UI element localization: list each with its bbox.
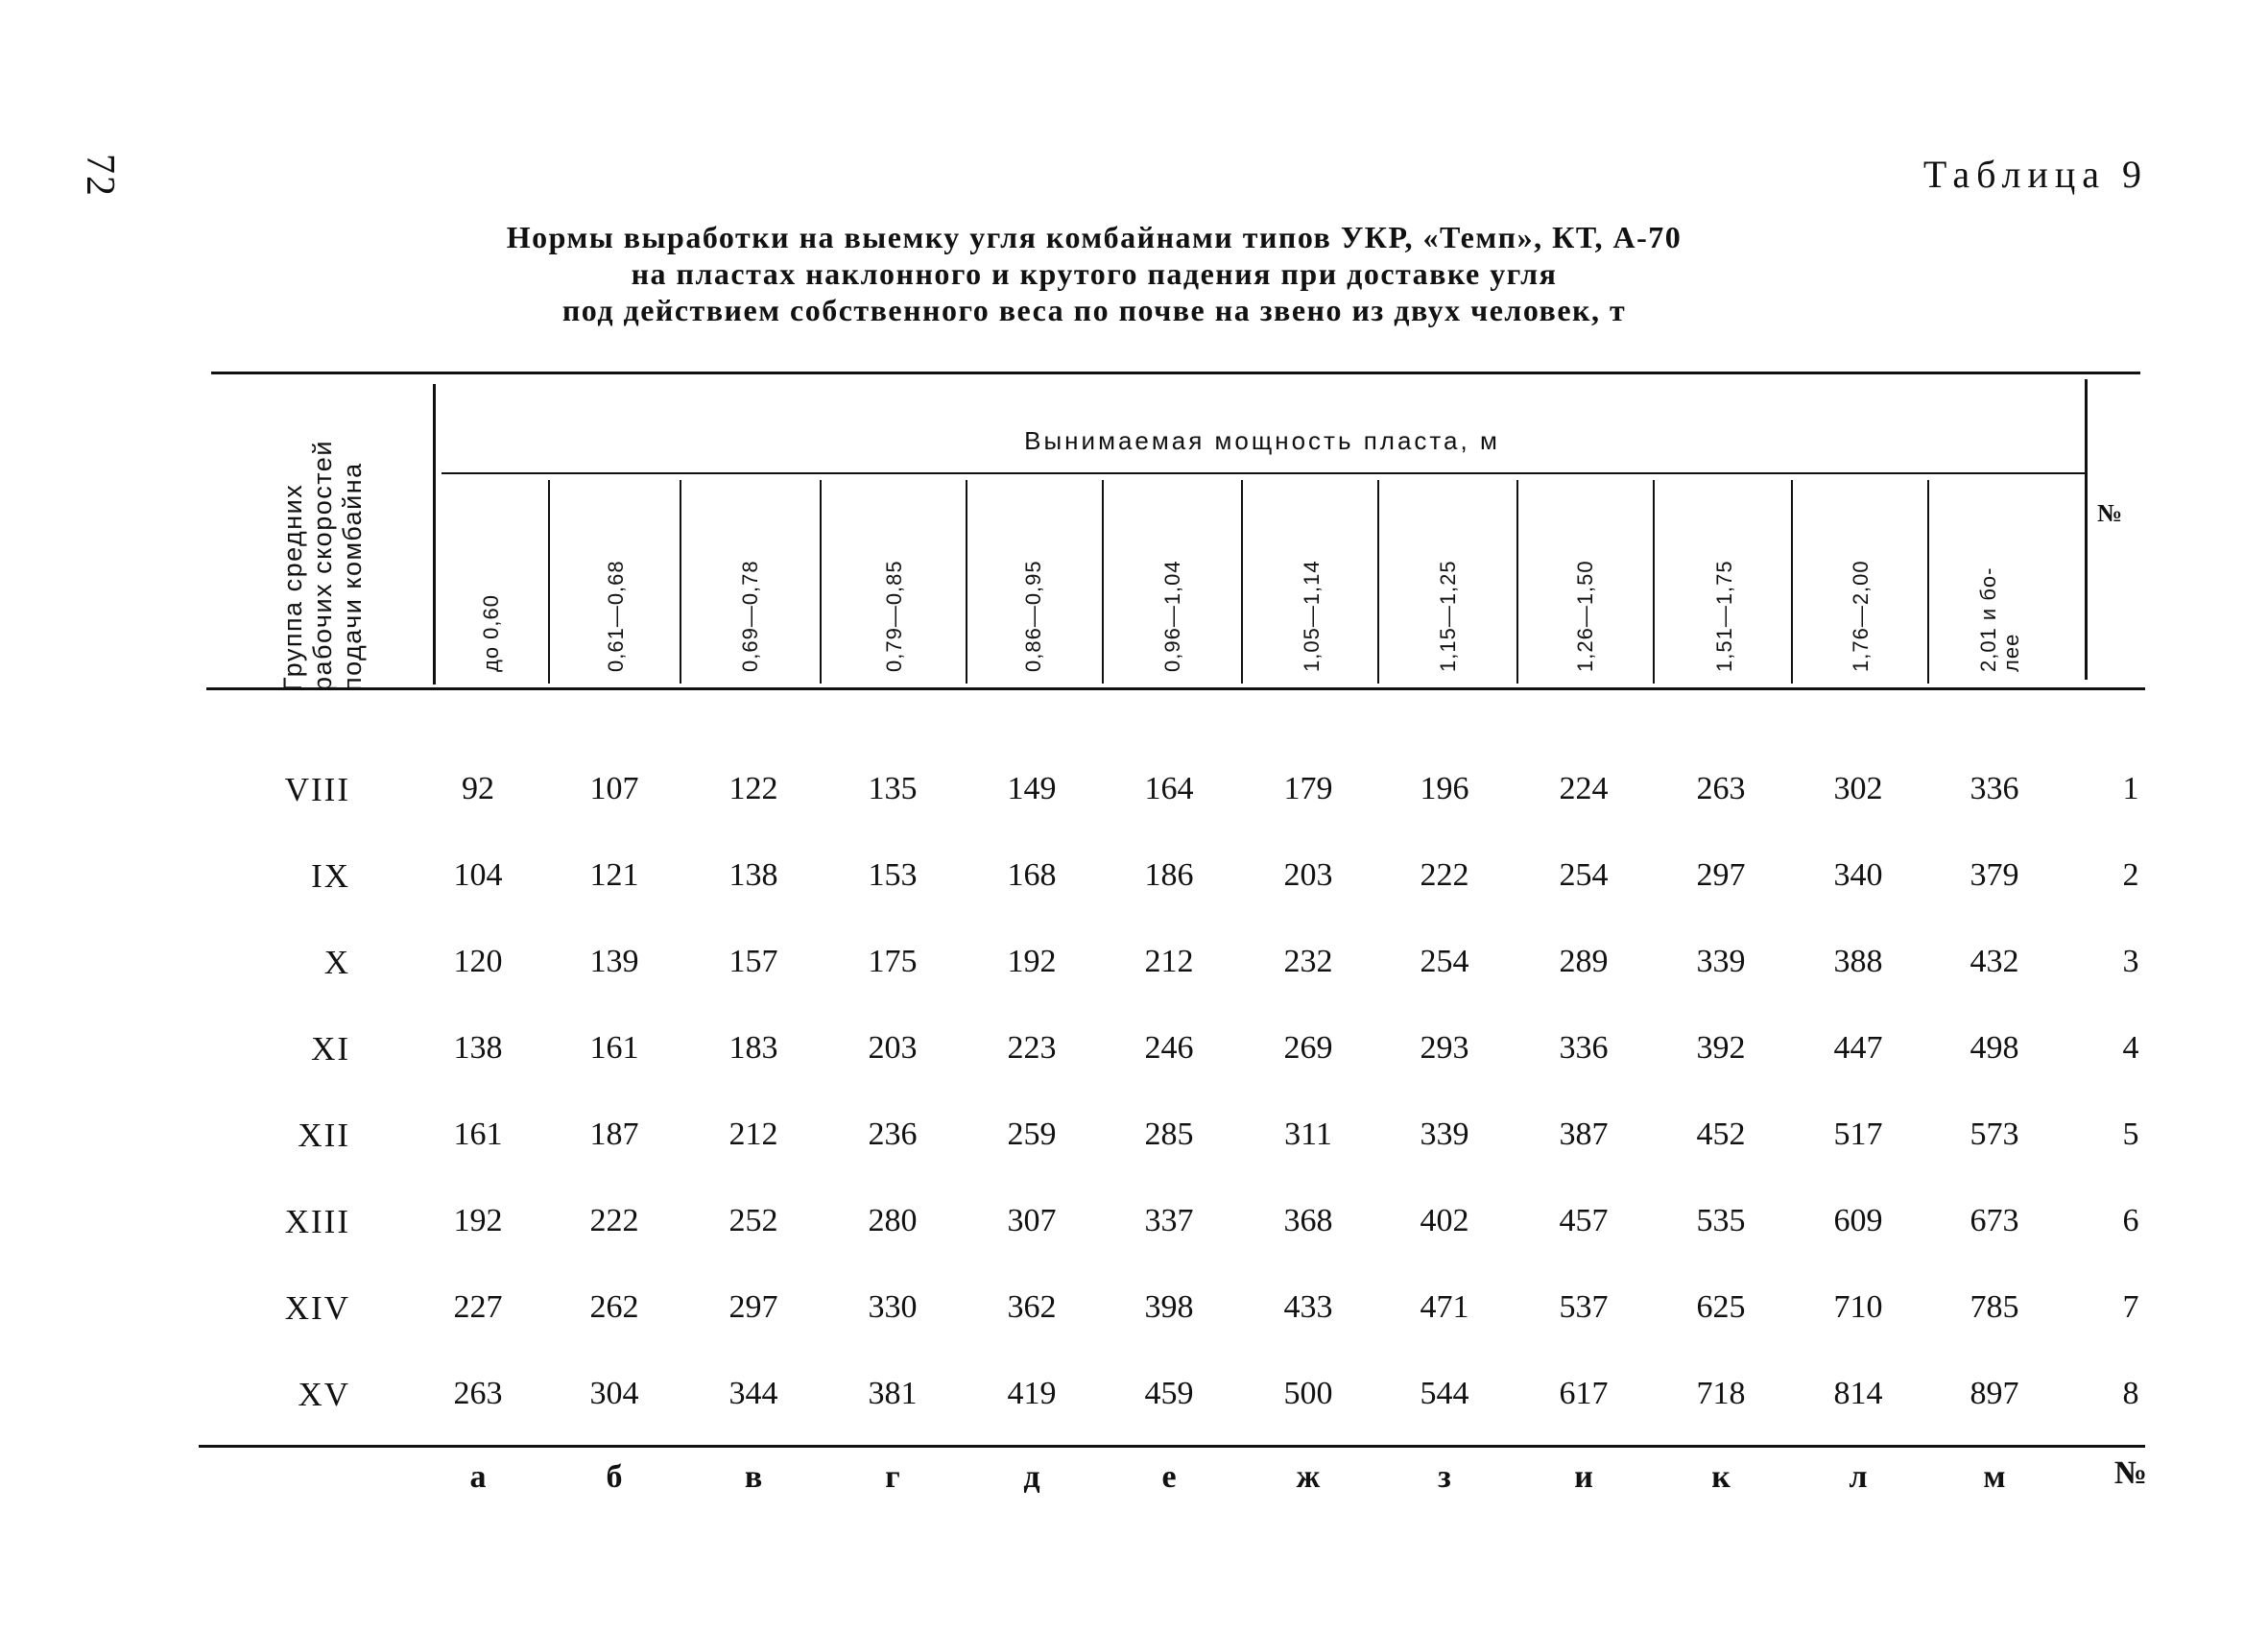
column-letter: д: [1023, 1459, 1040, 1495]
header-vline: [433, 384, 436, 684]
table-cell: 192: [1007, 944, 1057, 979]
header-vline: [2085, 379, 2088, 680]
table-cell: 297: [728, 1289, 778, 1325]
table-cell: 387: [1559, 1117, 1609, 1152]
table-cell: 388: [1833, 944, 1883, 979]
table-cell: 573: [1970, 1117, 2019, 1152]
row-number: 7: [2122, 1289, 2139, 1325]
table-cell: 254: [1420, 944, 1469, 979]
table-cell: 344: [728, 1376, 778, 1411]
table-cell: 186: [1144, 857, 1194, 893]
table-cell: 192: [453, 1203, 503, 1238]
footer-number-label: №: [2113, 1455, 2148, 1491]
row-number: 5: [2122, 1117, 2139, 1152]
thickness-col-header: 0,96—1,04: [1160, 560, 1184, 672]
table-cell: 252: [728, 1203, 778, 1238]
last-col-header-line-1: 2,01 и бо-: [1976, 566, 2000, 672]
thickness-col-header: 0,61—0,68: [604, 560, 628, 672]
table-cell: 368: [1283, 1203, 1333, 1238]
row-number: 3: [2122, 944, 2139, 979]
table-cell: 259: [1007, 1117, 1057, 1152]
table-cell: 289: [1559, 944, 1609, 979]
table-cell: 447: [1833, 1030, 1883, 1066]
table-cell: 135: [868, 771, 918, 806]
thickness-col-header: 1,15—1,25: [1436, 560, 1460, 672]
thickness-col-header: 1,05—1,14: [1300, 560, 1324, 672]
table-cell: 164: [1144, 771, 1194, 806]
table-title: [346, 219, 1843, 328]
table-top-rule: [211, 372, 2140, 374]
header-bottom-rule: [206, 687, 2145, 690]
table-cell: 897: [1970, 1376, 2019, 1411]
column-letter: в: [744, 1459, 763, 1495]
table-cell: 535: [1696, 1203, 1746, 1238]
table-cell: 718: [1696, 1376, 1746, 1411]
group-header-line-2: рабочих скоростей: [308, 440, 337, 691]
row-group-label: XII: [298, 1117, 350, 1154]
table-cell: 339: [1420, 1117, 1469, 1152]
table-cell: 459: [1144, 1376, 1194, 1411]
row-group-label: XIV: [284, 1289, 350, 1327]
table-cell: 157: [728, 944, 778, 979]
row-group-label: VIII: [284, 771, 350, 808]
table-cell: 500: [1283, 1376, 1333, 1411]
title-line-2: на пластах наклонного и крутого падения при доставке угля: [631, 256, 1558, 291]
table-cell: 302: [1833, 771, 1883, 806]
table-cell: 121: [589, 857, 639, 893]
table-cell: 92: [462, 771, 494, 806]
column-letter: к: [1711, 1459, 1731, 1495]
row-group-label: IX: [311, 857, 350, 895]
table-cell: 138: [453, 1030, 503, 1066]
thickness-col-header: 1,76—2,00: [1849, 560, 1873, 672]
table-cell: 269: [1283, 1030, 1333, 1066]
last-col-header-line-2: лее: [1999, 633, 2023, 672]
column-letter: е: [1161, 1459, 1177, 1495]
table-cell: 227: [453, 1289, 503, 1325]
table-cell: 122: [728, 771, 778, 806]
group-header-line-3: подачи комбайна: [338, 462, 367, 691]
thickness-col-header: 0,86—0,95: [1021, 560, 1045, 672]
table-cell: 419: [1007, 1376, 1057, 1411]
table-cell: 107: [589, 771, 639, 806]
table-cell: 498: [1970, 1030, 2019, 1066]
col-divider: [1516, 480, 1518, 684]
column-letter: ж: [1296, 1459, 1321, 1495]
table-cell: 161: [453, 1117, 503, 1152]
table-cell: 280: [868, 1203, 918, 1238]
table-cell: 149: [1007, 771, 1057, 806]
table-cell: 179: [1283, 771, 1333, 806]
table-cell: 285: [1144, 1117, 1194, 1152]
table-cell: 609: [1833, 1203, 1883, 1238]
row-number: 4: [2122, 1030, 2139, 1066]
thickness-col-header: до 0,60: [479, 593, 503, 672]
table-cell: 254: [1559, 857, 1609, 893]
table-cell: 212: [728, 1117, 778, 1152]
table-cell: 183: [728, 1030, 778, 1066]
row-group-label: XI: [311, 1030, 350, 1068]
table-cell: 617: [1559, 1376, 1609, 1411]
table-cell: 120: [453, 944, 503, 979]
thickness-col-header: 0,79—0,85: [882, 560, 906, 672]
column-letter: г: [885, 1459, 900, 1495]
table-cell: 336: [1970, 771, 2019, 806]
table-cell: 433: [1283, 1289, 1333, 1325]
table-cell: 161: [589, 1030, 639, 1066]
col-divider: [1927, 480, 1929, 684]
table-cell: 293: [1420, 1030, 1469, 1066]
col-divider: [966, 480, 967, 684]
table-cell: 785: [1970, 1289, 2019, 1325]
col-divider: [548, 480, 550, 684]
group-header-line-1: Группа средних: [278, 483, 307, 691]
table-cell: 381: [868, 1376, 918, 1411]
row-number: 6: [2122, 1203, 2139, 1238]
row-number: 1: [2122, 771, 2139, 806]
table-bottom-rule: [199, 1445, 2145, 1448]
table-cell: 537: [1559, 1289, 1609, 1325]
table-cell: 517: [1833, 1117, 1883, 1152]
table-cell: 262: [589, 1289, 639, 1325]
row-group-label: XV: [298, 1376, 350, 1413]
col-divider: [1102, 480, 1104, 684]
thickness-col-header: 0,69—0,78: [738, 560, 762, 672]
table-cell: 196: [1420, 771, 1469, 806]
row-group-label: X: [323, 944, 350, 981]
table-cell: 187: [589, 1117, 639, 1152]
table-label: Таблица 9: [1922, 153, 2148, 196]
table-cell: 263: [1696, 771, 1746, 806]
thickness-col-header: 1,26—1,50: [1573, 560, 1597, 672]
column-letter: з: [1438, 1459, 1451, 1495]
table-cell: 203: [868, 1030, 918, 1066]
table-cell: 222: [589, 1203, 639, 1238]
table-cell: 263: [453, 1376, 503, 1411]
table-cell: 379: [1970, 857, 2019, 893]
table-cell: 232: [1283, 944, 1333, 979]
col-divider: [1653, 480, 1655, 684]
table-cell: 471: [1420, 1289, 1469, 1325]
col-divider: [1241, 480, 1243, 684]
thickness-col-header: 1,51—1,75: [1712, 560, 1736, 672]
col-divider: [680, 480, 681, 684]
table-cell: 398: [1144, 1289, 1194, 1325]
row-group-label: XIII: [284, 1203, 350, 1240]
table-cell: 457: [1559, 1203, 1609, 1238]
row-number: 2: [2122, 857, 2139, 893]
table-cell: 224: [1559, 771, 1609, 806]
table-cell: 304: [589, 1376, 639, 1411]
table-cell: 153: [868, 857, 918, 893]
table-cell: 223: [1007, 1030, 1057, 1066]
table-cell: 246: [1144, 1030, 1194, 1066]
page-number: 72: [78, 154, 122, 198]
span-header-rule: [442, 472, 2088, 474]
table-cell: 138: [728, 857, 778, 893]
table-cell: 392: [1696, 1030, 1746, 1066]
col-divider: [1377, 480, 1379, 684]
column-letter: б: [606, 1459, 623, 1495]
table-cell: 104: [453, 857, 503, 893]
table-cell: 544: [1420, 1376, 1469, 1411]
table-cell: 337: [1144, 1203, 1194, 1238]
table-cell: 340: [1833, 857, 1883, 893]
table-cell: 339: [1696, 944, 1746, 979]
thickness-span-header: Вынимаемая мощность пласта, м: [1024, 426, 1500, 455]
table-cell: 452: [1696, 1117, 1746, 1152]
table-cell: 307: [1007, 1203, 1057, 1238]
number-column-header: №: [2097, 499, 2123, 527]
table-cell: 175: [868, 944, 918, 979]
table-cell: 212: [1144, 944, 1194, 979]
table-cell: 139: [589, 944, 639, 979]
column-letter: м: [1983, 1459, 2006, 1495]
table-cell: 402: [1420, 1203, 1469, 1238]
col-divider: [820, 480, 822, 684]
table-cell: 336: [1559, 1030, 1609, 1066]
table-cell: 222: [1420, 857, 1469, 893]
table-cell: 297: [1696, 857, 1746, 893]
table-cell: 362: [1007, 1289, 1057, 1325]
col-divider: [1791, 480, 1793, 684]
table-cell: 330: [868, 1289, 918, 1325]
column-letter: и: [1574, 1459, 1593, 1495]
table-cell: 814: [1833, 1376, 1883, 1411]
group-column-header: [278, 403, 368, 691]
table-cell: 673: [1970, 1203, 2019, 1238]
table-cell: 625: [1696, 1289, 1746, 1325]
table-cell: 168: [1007, 857, 1057, 893]
table-cell: 432: [1970, 944, 2019, 979]
table-cell: 203: [1283, 857, 1333, 893]
row-number: 8: [2122, 1376, 2139, 1411]
title-line-1: Нормы выработки на выемку угля комбайнами типов УКР, «Темп», КТ, А-70: [506, 220, 1683, 254]
title-line-3: под действием собственного веса по почве на звено из двух человек, т: [561, 293, 1627, 327]
table-cell: 710: [1833, 1289, 1883, 1325]
column-letter: а: [469, 1459, 487, 1495]
table-cell: 311: [1284, 1117, 1332, 1152]
column-letter: л: [1849, 1459, 1868, 1495]
thickness-col-header-last: [1977, 567, 2023, 673]
table-cell: 236: [868, 1117, 918, 1152]
